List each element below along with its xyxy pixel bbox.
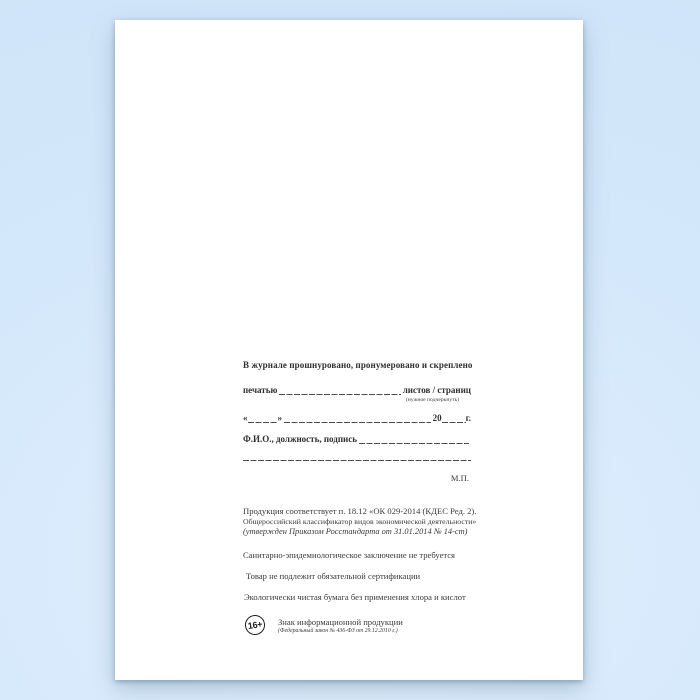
compliance-paragraph — [243, 506, 477, 538]
page-content — [243, 360, 477, 635]
binding-statement: В журнале прошнуровано, пронумеровано и скреплено — [243, 360, 473, 370]
signature-blank-line — [359, 434, 469, 444]
age-mark-title: Знак информационной продукции — [278, 617, 403, 627]
compliance-line-3: (утвержден Приказом Росстандарта от 31.01.2014 № 14-ст) — [243, 527, 468, 536]
date-year-blank — [442, 413, 466, 423]
date-year-suffix: г. — [465, 413, 471, 423]
age-mark-law: (Федеральный закон № 436-ФЗ от 29.12.2010 г.) — [278, 628, 398, 634]
signature-continuation-line — [243, 451, 471, 461]
certification-statement: Товар не подлежит обязательной сертификации — [246, 571, 421, 581]
date-row — [243, 413, 471, 424]
date-quote-open: « — [243, 413, 248, 423]
age-16plus-icon: 16+ — [244, 614, 267, 637]
signature-label: Ф.И.О., должность, подпись — [243, 434, 357, 444]
underline-note: (нужное подчеркнуть) — [405, 397, 459, 403]
age-mark-text — [278, 615, 403, 635]
compliance-line-1: Продукция соответствует п. 18.12 «ОК 029-2014 (КДЕС Ред. 2). — [243, 506, 477, 516]
compliance-line-2: Общероссийский классификатор видов экономической деятельности» — [243, 516, 477, 526]
date-quote-close: » — [277, 413, 282, 423]
date-day-blank — [248, 413, 278, 423]
document-page — [115, 20, 583, 680]
eco-paper-statement: Экологически чистая бумага без применения хлора и кислот — [244, 591, 466, 602]
signature-row — [243, 434, 471, 445]
stamp-mark: М.П. — [450, 473, 469, 483]
date-year-prefix: 20 — [432, 413, 442, 423]
date-month-blank — [284, 413, 431, 423]
sheets-label: печатью — [243, 385, 278, 395]
sheets-row — [243, 385, 471, 396]
age-mark-row — [243, 615, 471, 635]
sanitary-statement: Санитарно-эпидемиологическое заключение не требуется — [243, 549, 456, 560]
sheets-blank-line — [279, 385, 400, 395]
sheets-unit: листов / страниц — [402, 385, 471, 395]
